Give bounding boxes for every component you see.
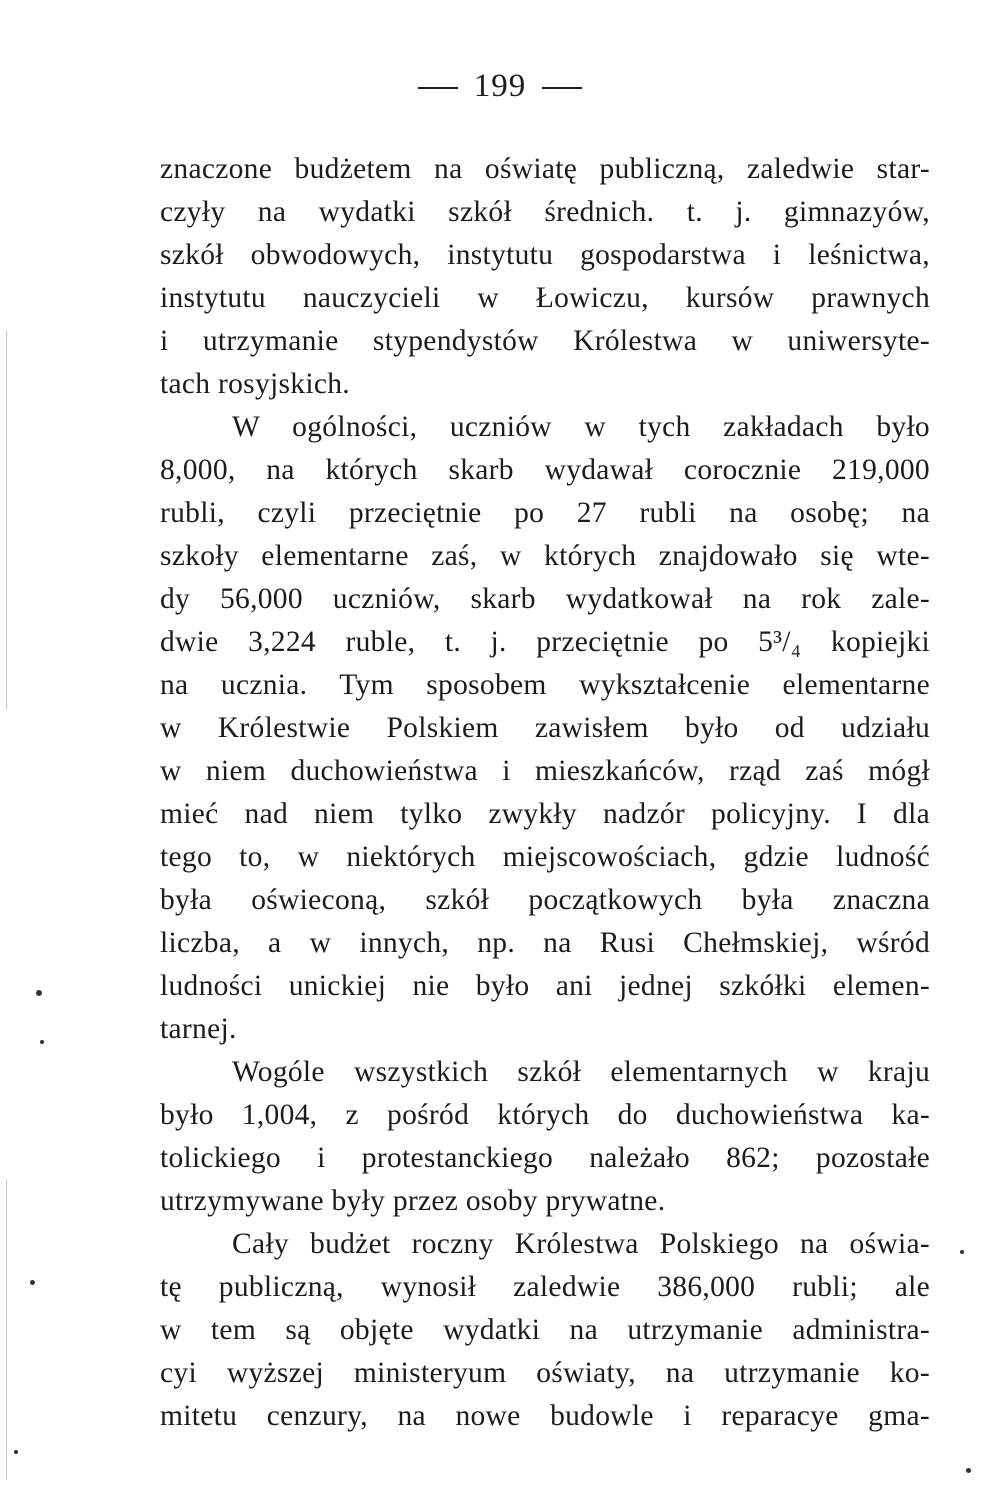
text-line: dwie 3,224 ruble, t. j. przeciętnie po 5³/₄ kopiejki xyxy=(160,626,930,658)
text-line: Cały budżet roczny Królestwa Polskiego na oświa- xyxy=(232,1228,930,1260)
text-line: liczba, a w innych, np. na Rusi Chełmskiej, wśród xyxy=(160,927,930,959)
text-line: szkoły elementarne zaś, w których znajdowało się wte- xyxy=(160,540,930,572)
header-left-dash xyxy=(418,87,458,89)
page-header xyxy=(0,68,1000,105)
text-line: było 1,004, z pośród których do duchowieństwa ka- xyxy=(160,1099,930,1131)
text-line: Wogóle wszystkich szkół elementarnych w kraju xyxy=(232,1056,930,1088)
text-line: mieć nad niem tylko zwykły nadzór policyjny. I dla xyxy=(160,798,930,830)
scan-speck xyxy=(966,1468,971,1473)
text-line: tę publiczną, wynosił zaledwie 386,000 rubli; ale xyxy=(160,1271,930,1303)
text-line: i utrzymanie stypendystów Królestwa w uniwersyte- xyxy=(160,325,930,357)
text-line: czyły na wydatki szkół średnich. t. j. gimnazyów, xyxy=(160,196,930,228)
text-line: tego to, w niektórych miejscowościach, gdzie ludność xyxy=(160,841,930,873)
text-line: dy 56,000 uczniów, skarb wydatkował na rok zale- xyxy=(160,583,930,615)
text-line: W ogólności, uczniów w tych zakładach było xyxy=(232,411,930,443)
text-line: szkół obwodowych, instytutu gospodarstwa i leśnictwa, xyxy=(160,239,930,271)
text-line: utrzymywane były przez osoby prywatne. xyxy=(160,1185,666,1217)
text-line: w niem duchowieństwa i mieszkańców, rząd zaś mógł xyxy=(160,755,930,787)
text-line: była oświeconą, szkół początkowych była znaczna xyxy=(160,884,930,916)
text-line: tolickiego i protestanckiego należało 862; pozostałe xyxy=(160,1142,930,1174)
text-line: 8,000, na których skarb wydawał corocznie 219,000 xyxy=(160,454,930,486)
scan-margin-shadow xyxy=(6,1180,7,1480)
text-line: mitetu cenzury, na nowe budowle i reparacye gma- xyxy=(160,1400,930,1432)
text-line: instytutu nauczycieli w Łowiczu, kursów prawnych xyxy=(160,282,930,314)
scan-speck xyxy=(40,1040,44,1044)
text-line: tarnej. xyxy=(160,1013,237,1045)
scan-speck xyxy=(30,1280,35,1285)
text-line: rubli, czyli przeciętnie po 27 rubli na osobę; na xyxy=(160,497,930,529)
page-number: 199 xyxy=(473,68,527,104)
text-line: cyi wyższej ministeryum oświaty, na utrzymanie ko- xyxy=(160,1357,930,1389)
text-line: ludności unickiej nie było ani jednej szkółki elemen- xyxy=(160,970,930,1002)
body-text xyxy=(160,148,930,1438)
text-line: tach rosyjskich. xyxy=(160,368,350,400)
scan-speck xyxy=(36,990,42,996)
scan-speck xyxy=(14,1450,18,1454)
scan-speck xyxy=(960,1250,964,1254)
scan-margin-shadow xyxy=(6,330,7,710)
text-line: w tem są objęte wydatki na utrzymanie administra- xyxy=(160,1314,930,1346)
text-line: znaczone budżetem na oświatę publiczną, zaledwie star- xyxy=(160,153,930,185)
header-right-dash xyxy=(542,87,582,89)
text-line: na ucznia. Tym sposobem wykształcenie elementarne xyxy=(160,669,930,701)
text-line: w Królestwie Polskiem zawisłem było od udziału xyxy=(160,712,930,744)
